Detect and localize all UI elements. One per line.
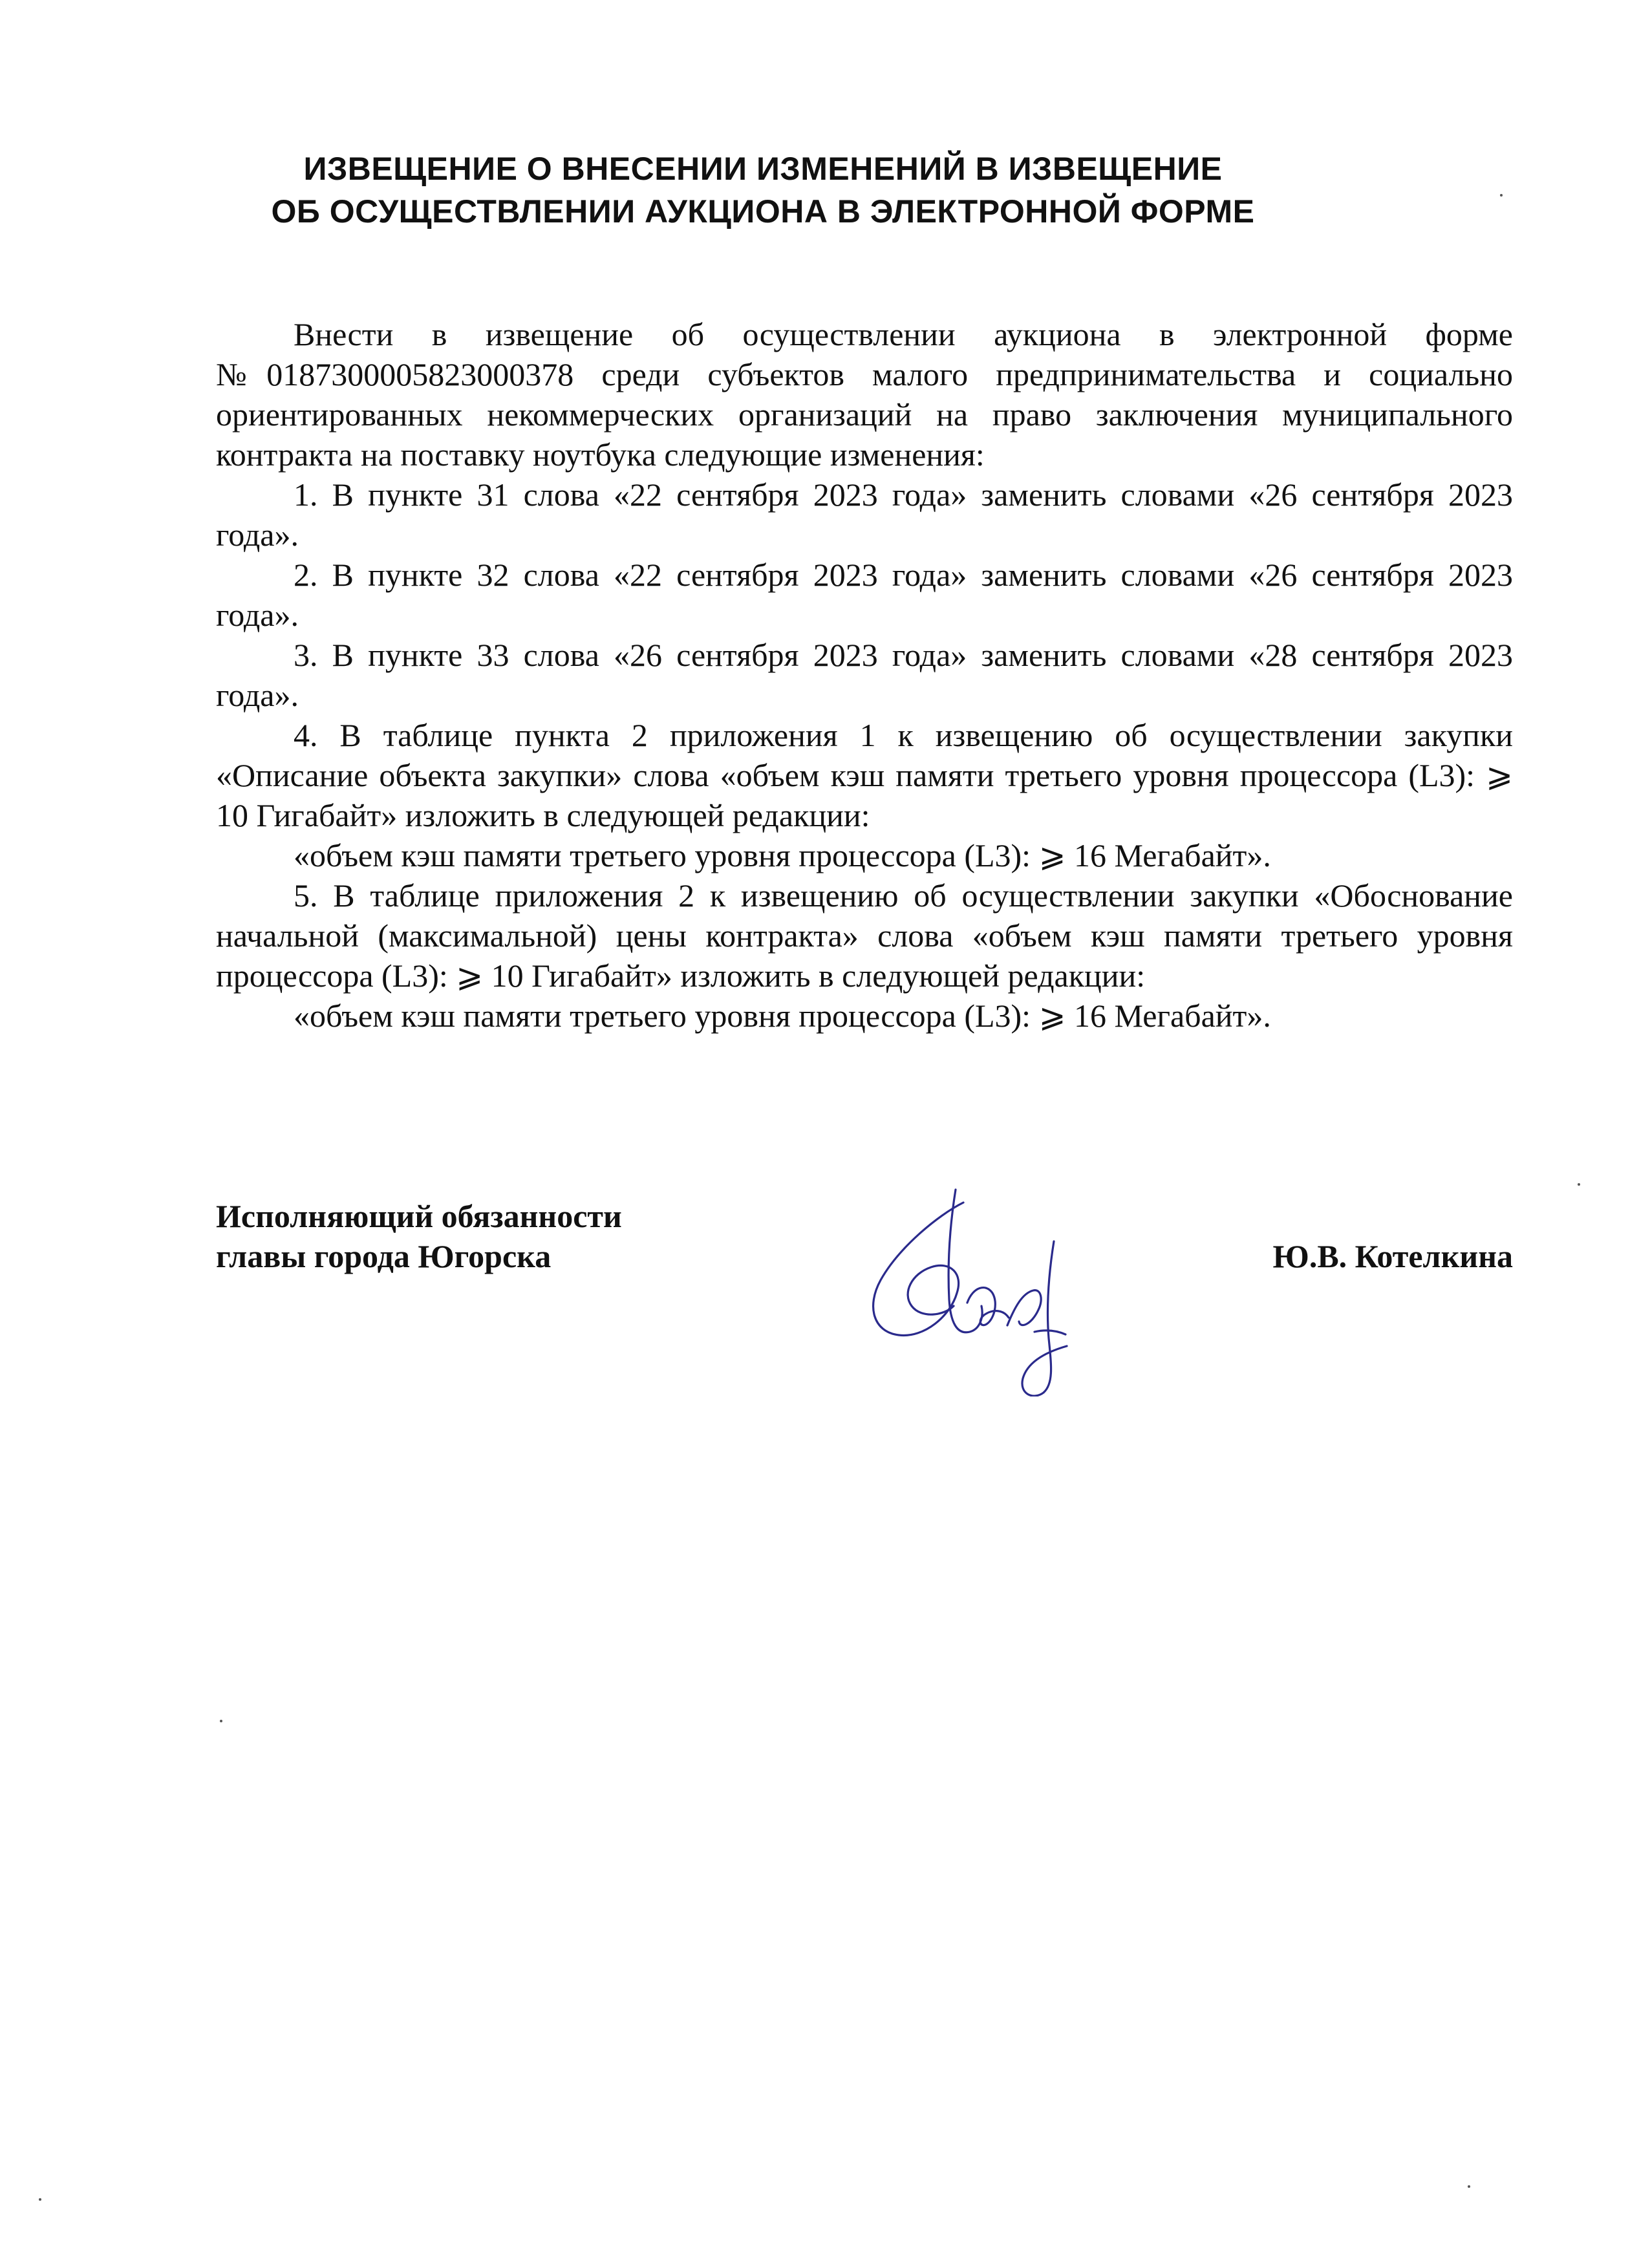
signatory-name: Ю.В. Котелкина — [1272, 1238, 1513, 1274]
item-3: 3. В пункте 33 слова «26 сентября 2023 года» заменить словами «28 сентября 2023 года». — [216, 637, 1513, 713]
scan-speck — [1500, 194, 1503, 197]
scan-speck — [220, 1720, 222, 1722]
item-5: 5. В таблице приложения 2 к извещению об осуществлении закупки «Обоснование начальной (максимальной) цены контракта» слова «объем кэш памяти третьего уровня процессора (L3): ⩾ 10 Гигабайт» изложить в следующей редакции: — [216, 877, 1513, 994]
item-4-quote: «объем кэш памяти третьего уровня процессора (L3): ⩾ 16 Мегабайт». — [294, 837, 1271, 873]
position-line-2: главы города Югорска — [216, 1238, 552, 1274]
item-1: 1. В пункте 31 слова «22 сентября 2023 года» заменить словами «26 сентября 2023 года». — [216, 476, 1513, 553]
document-title — [213, 147, 1312, 233]
signatory-position — [216, 1196, 622, 1276]
item-2: 2. В пункте 32 слова «22 сентября 2023 года» заменить словами «26 сентября 2023 года». — [216, 557, 1513, 633]
title-line-1: ИЗВЕЩЕНИЕ О ВНЕСЕНИИ ИЗМЕНЕНИЙ В ИЗВЕЩЕНИЕ — [303, 151, 1223, 187]
scan-speck — [1578, 1183, 1580, 1186]
scan-speck — [1468, 2185, 1470, 2188]
document-body — [216, 314, 1513, 1036]
item-5-quote: «объем кэш памяти третьего уровня процессора (L3): ⩾ 16 Мегабайт». — [294, 998, 1271, 1034]
scan-speck — [39, 2198, 41, 2201]
handwritten-signature — [841, 1177, 1112, 1396]
item-4: 4. В таблице пункта 2 приложения 1 к извещению об осуществлении закупки «Описание объекта закупки» слова «объем кэш памяти третьего уровня процессора (L3): ⩾ 10 Гигабайт» изложить в следующей редакции: — [216, 717, 1513, 833]
position-line-1: Исполняющий обязанности — [216, 1198, 622, 1234]
title-line-2: ОБ ОСУЩЕСТВЛЕНИИ АУКЦИОНА В ЭЛЕКТРОННОЙ ФОРМЕ — [271, 193, 1255, 230]
intro-paragraph: Внести в извещение об осуществлении аукциона в электронной форме №0187300005823000378 среди субъектов малого предпринимательства и социально ориентированных некоммерческих организаций на право заключения муниципального контракта на поставку ноутбука следующие изменения: — [216, 316, 1513, 473]
